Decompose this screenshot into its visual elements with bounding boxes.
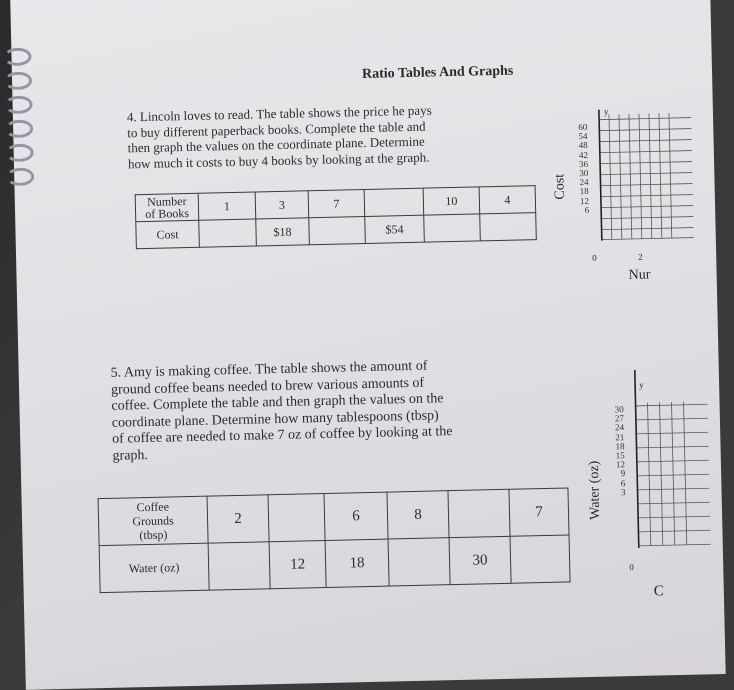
y-tick-label: 9 [620, 468, 626, 479]
y-tick-label: 12 [579, 195, 590, 206]
graph-4-origin: 0 [592, 252, 597, 263]
table-cell[interactable]: $54 [365, 215, 425, 243]
y-tick-label: 30 [614, 404, 624, 415]
table-cell[interactable] [480, 213, 537, 241]
table-cell[interactable] [424, 214, 481, 242]
header-line: Coffee [136, 499, 170, 515]
graph-4-x-title: Nur [628, 267, 651, 284]
problem-4-line: to buy different paperback books. Complete the table and [127, 118, 426, 140]
graph-4-y-axis-letter: y [603, 106, 609, 117]
table-cell[interactable] [199, 219, 257, 247]
header-line: (tbsp) [139, 527, 168, 543]
y-tick-label: 36 [578, 158, 589, 169]
row-header-cost: Cost [136, 220, 200, 248]
problem-4-line: then graph the values on the coordinate plane. Determine [127, 133, 425, 156]
y-tick-label: 24 [579, 177, 589, 188]
spiral-binding-ring [5, 120, 33, 139]
table-cell[interactable]: 8 [387, 491, 449, 539]
problem-4-ratio-table [135, 185, 537, 249]
graph-5-y-title: Water (oz) [586, 460, 604, 521]
y-tick-label: 18 [615, 440, 625, 452]
header-line: of Books [145, 205, 190, 221]
y-tick-label: 24 [614, 422, 625, 433]
y-tick-label: 42 [578, 149, 588, 160]
problem-5-line: of coffee are needed to make 7 oz of coffee by looking at the [112, 424, 453, 447]
graph-4-y-ticks [569, 123, 589, 215]
y-tick-label: 6 [620, 477, 626, 488]
y-tick-label: 27 [614, 413, 624, 424]
table-cell[interactable]: 4 [479, 186, 536, 214]
graph-5-coordinate-grid [627, 366, 731, 554]
table-cell[interactable]: 6 [324, 492, 388, 540]
graph-4-x-tick: 2 [638, 251, 643, 262]
table-row [99, 535, 570, 593]
table-cell[interactable]: 3 [255, 191, 309, 219]
table-cell[interactable]: 18 [325, 539, 389, 587]
graph-5-x-title: C [653, 583, 665, 600]
problem-5-text [111, 356, 553, 465]
table-cell[interactable]: 12 [269, 540, 326, 588]
spiral-binding-ring [5, 144, 33, 163]
row-header-coffee-grounds [98, 496, 208, 545]
graph-5-y-axis-letter: y [639, 379, 644, 390]
graph-5-origin: 0 [629, 561, 634, 573]
problem-4-text [127, 101, 508, 172]
table-cell[interactable]: 30 [449, 536, 511, 584]
problem-5-line: ground coffee beans needed to brew various amounts of [110, 375, 425, 398]
problem-5-line: graph. [112, 447, 149, 464]
table-cell[interactable] [510, 535, 570, 583]
worksheet-page [10, 0, 726, 690]
graph-4-coordinate-grid [591, 102, 714, 251]
header-line: Grounds [132, 513, 174, 529]
spiral-binding-ring [4, 96, 32, 115]
table-cell[interactable] [388, 538, 450, 586]
table-cell[interactable]: 1 [198, 192, 256, 220]
problem-4-line: 4. Lincoln loves to read. The table shows the price he pays [126, 102, 432, 125]
problem-4-line: how much it costs to buy 4 books by looking at the graph. [127, 149, 430, 171]
graph-5-y-ticks [606, 405, 626, 497]
table-cell[interactable] [448, 489, 510, 537]
row-header-number-of-books [135, 193, 199, 221]
spiral-binding-ring [6, 168, 34, 187]
spiral-binding-ring [3, 48, 31, 67]
header-line: Number [147, 194, 187, 209]
y-tick-label: 6 [584, 204, 590, 215]
y-tick-label: 54 [578, 131, 588, 142]
worksheet-title: Ratio Tables And Graphs [361, 63, 514, 83]
y-tick-label: 12 [615, 459, 626, 470]
y-tick-label: 21 [615, 431, 625, 442]
table-cell[interactable]: $18 [256, 218, 310, 246]
y-tick-label: 18 [579, 186, 589, 197]
table-cell[interactable]: 7 [308, 190, 365, 218]
table-cell[interactable] [208, 542, 270, 590]
y-tick-label: 30 [579, 167, 589, 179]
y-tick-label: 60 [578, 121, 588, 133]
table-cell[interactable]: 2 [207, 495, 269, 543]
problem-5-line: coffee. Complete the table and then graph the values on the [111, 391, 444, 414]
table-cell[interactable]: 7 [509, 488, 569, 536]
y-tick-label: 3 [620, 486, 626, 498]
row-header-water: Water (oz) [99, 543, 209, 592]
spiral-binding-ring [4, 72, 32, 91]
y-tick-label: 15 [615, 450, 625, 461]
problem-5-line: 5. Amy is making coffee. The table shows the amount of [110, 358, 428, 381]
problem-5-line: coordinate plane. Determine how many tablespoons (tbsp) [111, 407, 439, 431]
problem-5-ratio-table [98, 487, 571, 593]
table-cell[interactable] [364, 188, 424, 216]
table-cell[interactable]: 10 [423, 187, 480, 215]
table-cell[interactable] [309, 217, 366, 245]
y-tick-label: 48 [578, 140, 588, 151]
graph-4-y-title: Cost [552, 173, 568, 200]
table-cell[interactable] [268, 494, 325, 542]
